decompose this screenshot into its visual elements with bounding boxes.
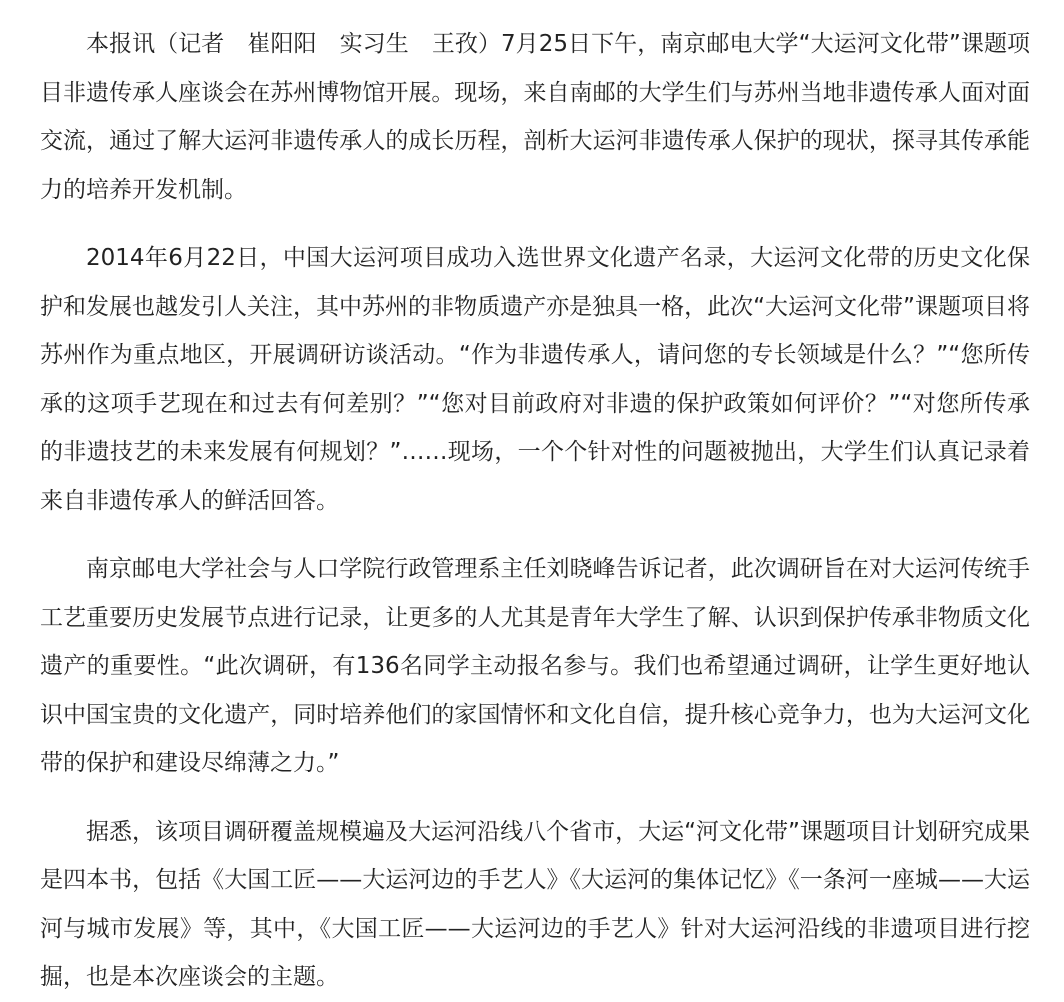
- article-body: [40, 20, 1030, 1002]
- article-paragraph: 南京邮电大学社会与人口学院行政管理系主任刘晓峰告诉记者，此次调研旨在对大运河传统手工艺重要历史发展节点进行记录，让更多的人尤其是青年大学生了解、认识到保护传承非物质文化遗产的重要性。“此次调研，有136名同学主动报名参与。我们也希望通过调研，让学生更好地认识中国宝贵的文化遗产，同时培养他们的家国情怀和文化自信，提升核心竞争力，也为大运河文化带的保护和建设尽绵薄之力。”: [40, 556, 1030, 776]
- article-paragraph: 2014年6月22日，中国大运河项目成功入选世界文化遗产名录，大运河文化带的历史文化保护和发展也越发引人关注，其中苏州的非物质遗产亦是独具一格，此次“大运河文化带”课题项目将苏州作为重点地区，开展调研访谈活动。“作为非遗传承人，请问您的专长领域是什么？”“您所传承的这项手艺现在和过去有何差别？”“您对目前政府对非遗的保护政策如何评价？”“对您所传承的非遗技艺的未来发展有何规划？”……现场，一个个针对性的问题被抛出，大学生们认真记录着来自非遗传承人的鲜活回答。: [40, 245, 1030, 514]
- article-paragraph: 据悉，该项目调研覆盖规模遍及大运河沿线八个省市，大运“河文化带”课题项目计划研究成果是四本书，包括《大国工匠——大运河边的手艺人》《大运河的集体记忆》《一条河一座城——大运河与城市发展》等，其中，《大国工匠——大运河边的手艺人》针对大运河沿线的非遗项目进行挖掘，也是本次座谈会的主题。: [40, 818, 1030, 990]
- article-paragraph: 本报讯（记者 崔阳阳 实习生 王孜）7月25日下午，南京邮电大学“大运河文化带”课题项目非遗传承人座谈会在苏州博物馆开展。现场，来自南邮的大学生们与苏州当地非遗传承人面对面交流，通过了解大运河非遗传承人的成长历程，剖析大运河非遗传承人保护的现状，探寻其传承能力的培养开发机制。: [40, 31, 1030, 203]
